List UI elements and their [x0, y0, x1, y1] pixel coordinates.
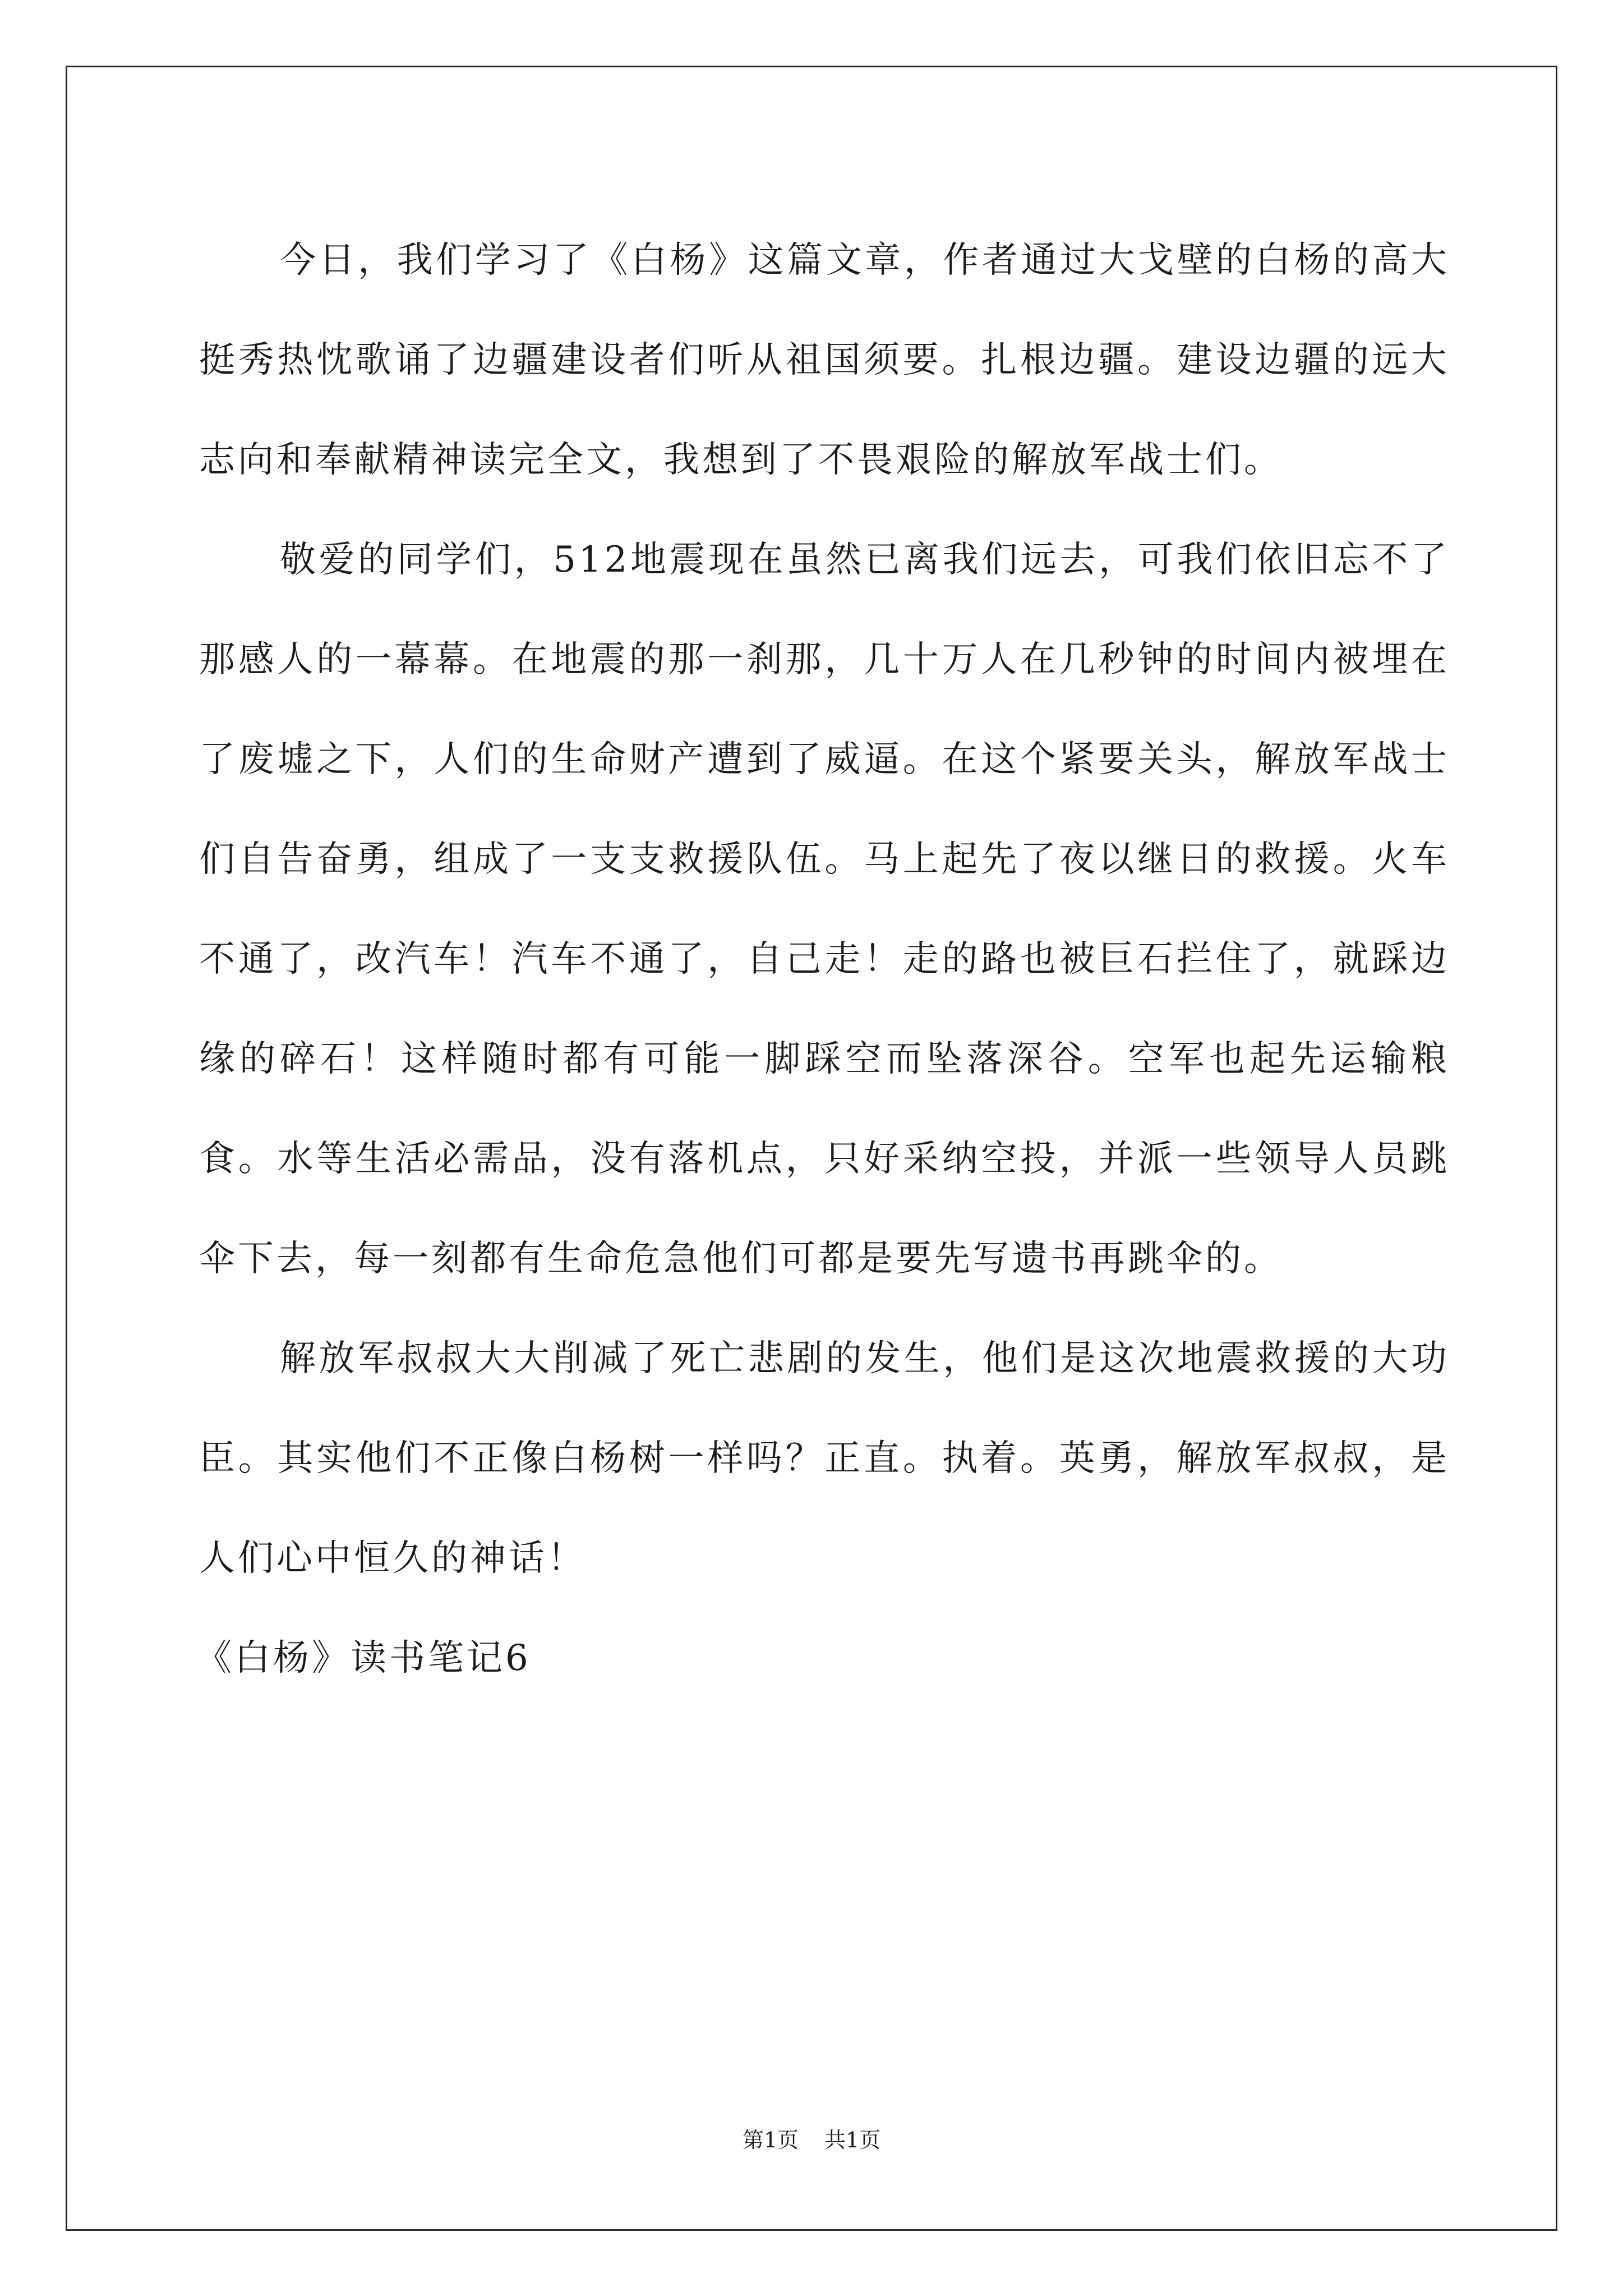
page-footer	[0, 2126, 1623, 2154]
page-total: 共1页	[824, 2128, 881, 2152]
document-body	[196, 210, 1450, 1708]
page-number: 第1页	[742, 2128, 799, 2152]
paragraph-2: 敬爱的同学们，512地震现在虽然已离我们远去，可我们依旧忘不了那感人的一幕幕。在地震的那一刹那，几十万人在几秒钟的时间内被埋在了废墟之下，人们的生命财产遭到了威逼。在这个紧要关头，解放军战士们自告奋勇，组成了一支支救援队伍。马上起先了夜以继日的救援。火车不通了，改汽车！汽车不通了，自己走！走的路也被巨石拦住了，就踩边缘的碎石！这样随时都有可能一脚踩空而坠落深谷。空军也起先运输粮食。水等生活必需品，没有落机点，只好采纳空投，并派一些领导人员跳伞下去，每一刻都有生命危急他们可都是要先写遗书再跳伞的。	[199, 539, 1450, 1280]
paragraph-1: 今日，我们学习了《白杨》这篇文章，作者通过大戈壁的白杨的高大挺秀热忱歌诵了边疆建设者们听从祖国须要。扎根边疆。建设边疆的远大志向和奉献精神读完全文，我想到了不畏艰险的解放军战士们。	[199, 240, 1450, 481]
section-heading: 《白杨》读书笔记6	[196, 1637, 531, 1679]
paragraph-3: 解放军叔叔大大削减了死亡悲剧的发生，他们是这次地震救援的大功臣。其实他们不正像白杨树一样吗？正直。执着。英勇，解放军叔叔，是人们心中恒久的神话！	[199, 1338, 1450, 1579]
